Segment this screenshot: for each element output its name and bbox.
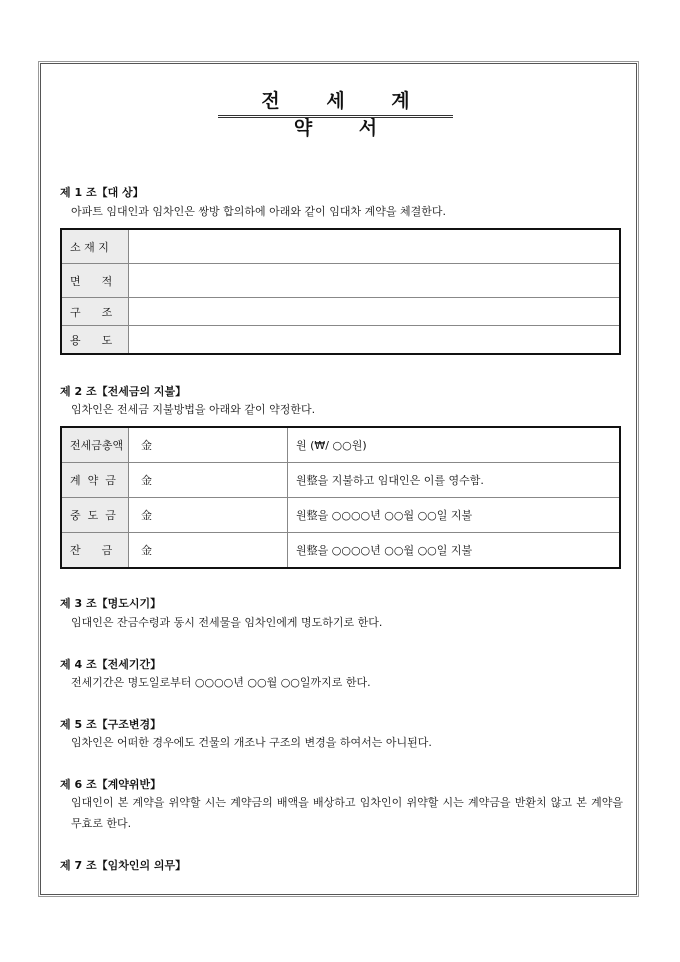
contract-deposit-detail: 원整을 지불하고 임대인은 이를 영수함.: [288, 463, 621, 498]
article-6-heading: 제 6 조【계약위반】: [60, 778, 162, 791]
article-4-text: 전세기간은 명도일로부터 ○○○○년 ○○월 ○○일까지로 한다.: [71, 676, 371, 689]
article-2-heading: 제 2 조【전세금의 지불】: [60, 385, 187, 398]
article-6-text: 임대인이 본 계약을 위약할 시는 계약금의 배액을 배상하고 임차인이 위약할 시는 계약금을 반환치 않고 본 계약을 무효로 한다.: [71, 796, 623, 830]
interim-payment-amount: 金: [129, 498, 288, 533]
table-row: [61, 533, 620, 569]
location-value[interactable]: [129, 229, 621, 264]
payment-table: [60, 426, 621, 569]
usage-value[interactable]: [129, 326, 621, 355]
property-table: [60, 228, 621, 355]
article-3-heading: 제 3 조【명도시기】: [60, 597, 162, 610]
title-underline: [218, 115, 453, 116]
table-row: [61, 326, 620, 355]
usage-label: 용 도: [61, 326, 129, 355]
article-5-heading: 제 5 조【구조변경】: [60, 718, 162, 731]
balance-detail: 원整을 ○○○○년 ○○월 ○○일 지불: [288, 533, 621, 569]
table-row: [61, 427, 620, 463]
article-7-heading: 제 7 조【임차인의 의무】: [60, 859, 187, 872]
total-deposit-detail: 원 (₩/ ○○원): [288, 427, 621, 463]
total-deposit-label: 전세금총액: [61, 427, 129, 463]
document-title: 전 세 계 약 서: [261, 90, 430, 139]
article-2-text: 임차인은 전세금 지불방법을 아래와 같이 약정한다.: [71, 403, 316, 416]
table-row: [61, 298, 620, 326]
location-label: 소 재 지: [61, 229, 129, 264]
table-row: [61, 498, 620, 533]
contract-deposit-label: 계 약 금: [61, 463, 129, 498]
interim-payment-detail: 원整을 ○○○○년 ○○월 ○○일 지불: [288, 498, 621, 533]
article-5-text: 임차인은 어떠한 경우에도 건물의 개조나 구조의 변경을 하여서는 아니된다.: [71, 736, 432, 749]
title-underline-double: [218, 117, 453, 118]
article-4-heading: 제 4 조【전세기간】: [60, 658, 162, 671]
area-label: 면 적: [61, 264, 129, 298]
balance-amount: 金: [129, 533, 288, 569]
structure-value[interactable]: [129, 298, 621, 326]
table-row: [61, 229, 620, 264]
area-value[interactable]: [129, 264, 621, 298]
balance-label: 잔 금: [61, 533, 129, 569]
article-1-heading: 제 1 조【대 상】: [60, 186, 144, 199]
table-row: [61, 463, 620, 498]
contract-deposit-amount: 金: [129, 463, 288, 498]
total-deposit-amount: 金: [129, 427, 288, 463]
article-3-text: 임대인은 잔금수령과 동시 전세물을 임차인에게 명도하기로 한다.: [71, 616, 383, 629]
table-row: [61, 264, 620, 298]
article-1-text: 아파트 임대인과 임차인은 쌍방 합의하에 아래와 같이 임대차 계약을 체결한다.: [71, 205, 446, 218]
interim-payment-label: 중 도 금: [61, 498, 129, 533]
structure-label: 구 조: [61, 298, 129, 326]
